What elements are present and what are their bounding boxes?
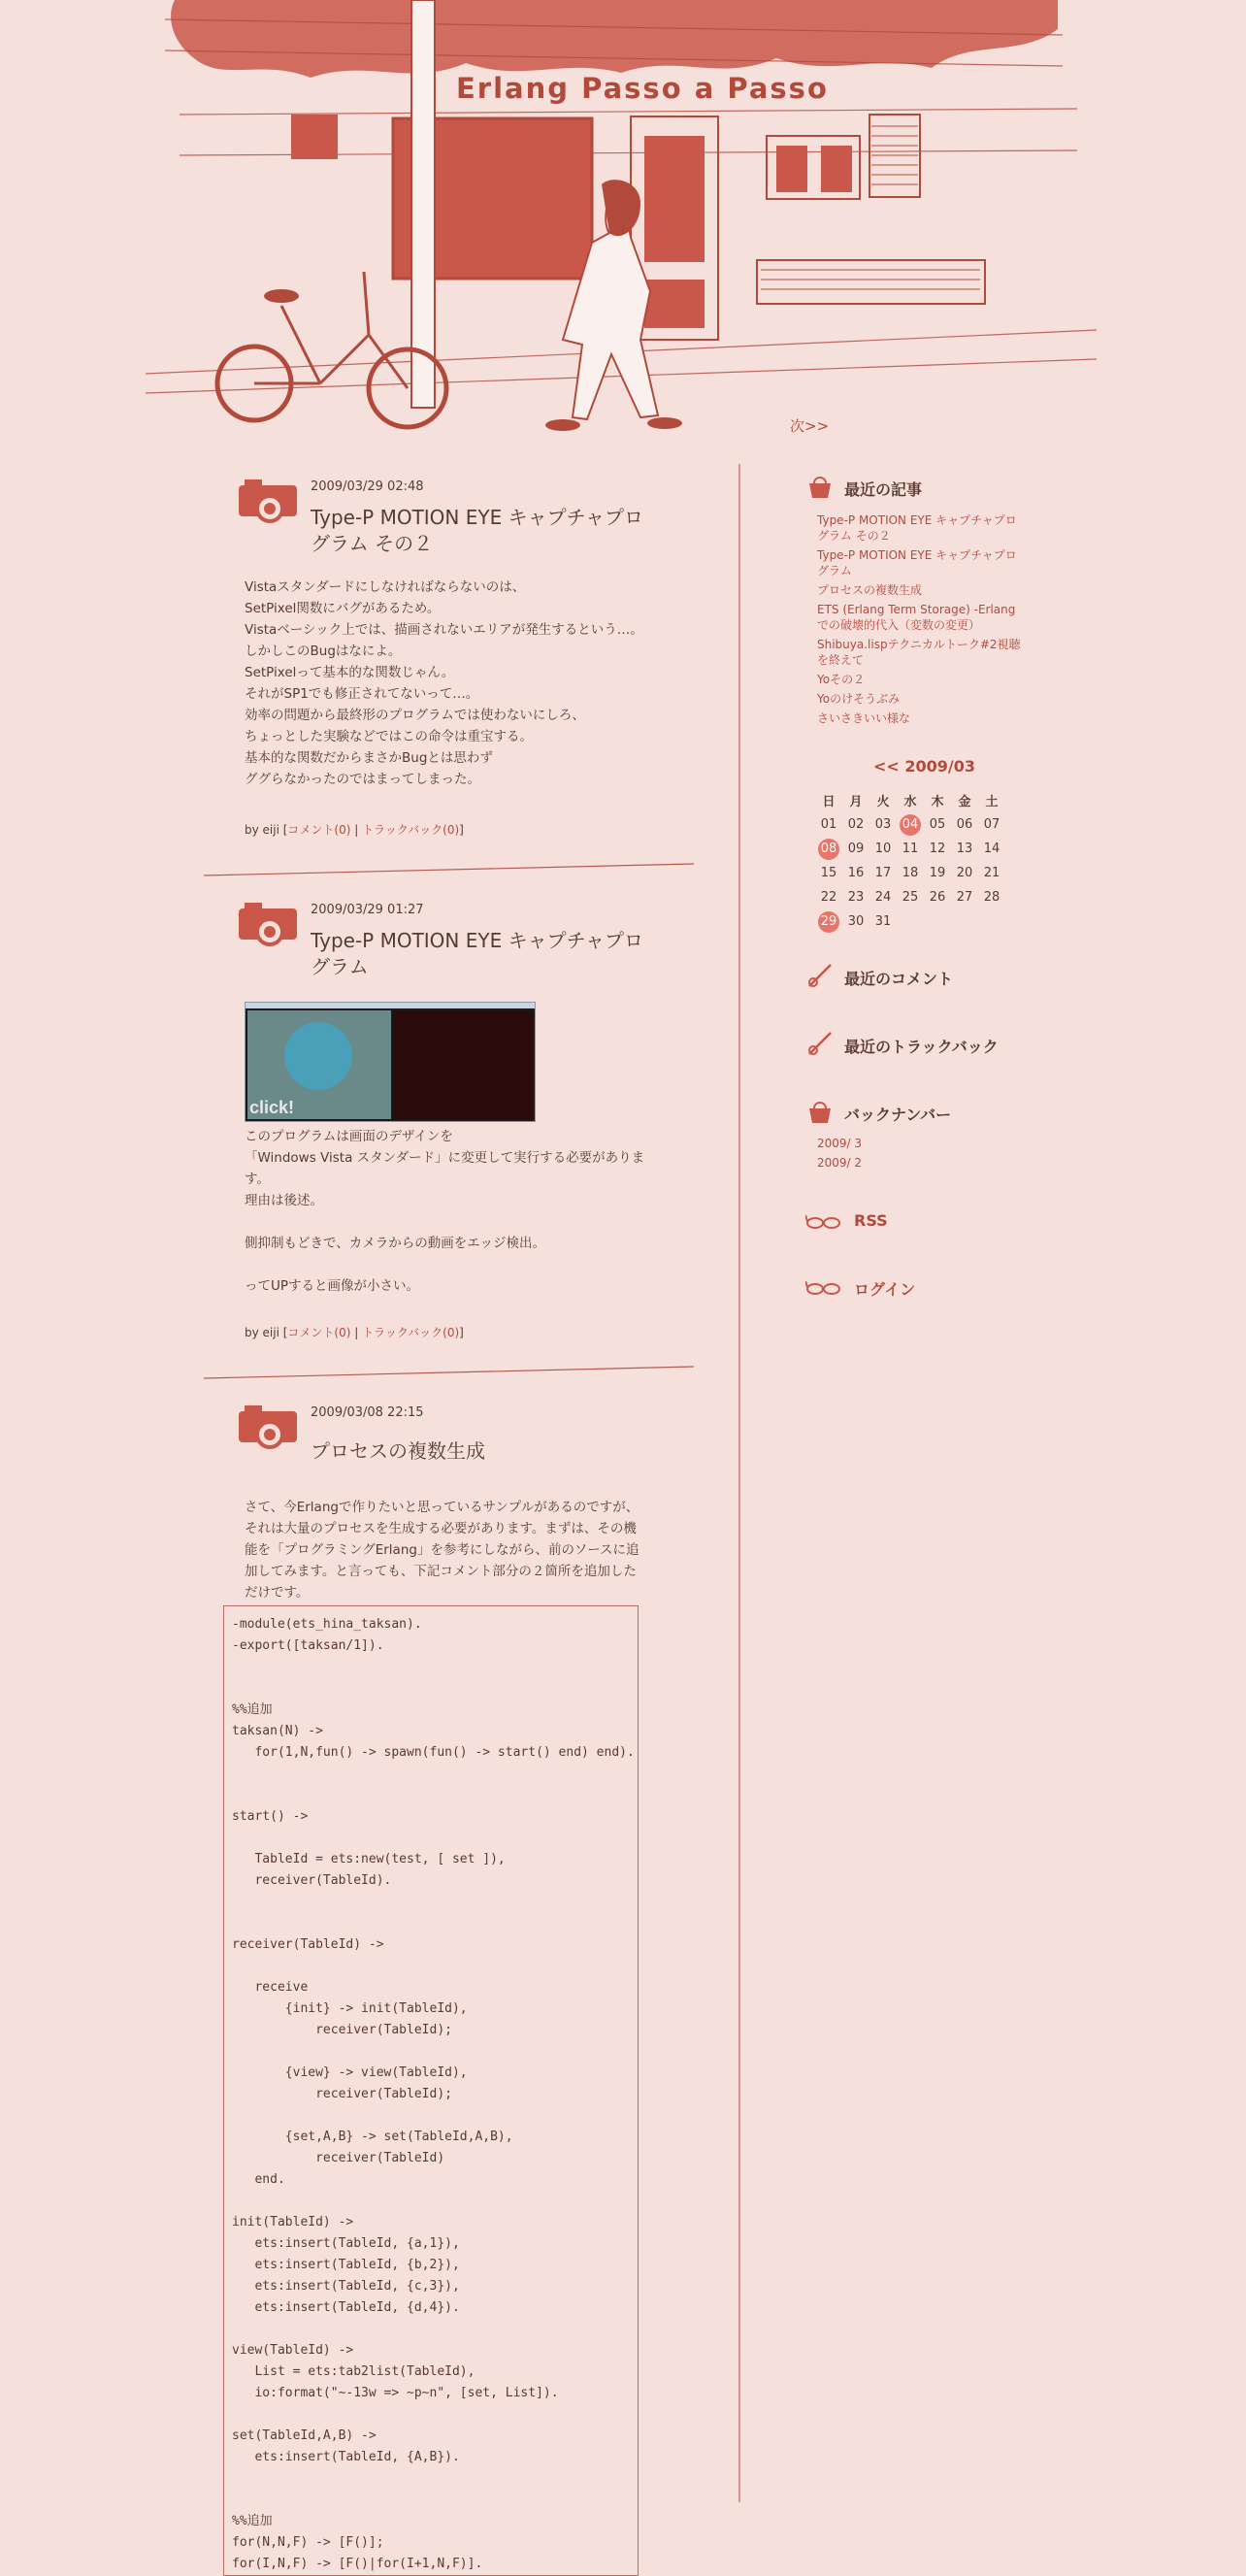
recent-comments-heading	[805, 961, 1029, 992]
calendar-day: 27	[956, 890, 973, 905]
calendar-weekday: 月	[849, 795, 863, 809]
calendar-day-link[interactable]: 08	[818, 839, 839, 860]
calendar-weekday: 火	[876, 795, 890, 809]
calendar-day[interactable]	[815, 837, 842, 861]
comment-link[interactable]: コメント(0)	[287, 823, 351, 837]
post-title[interactable]: Type-P MOTION EYE キャプチャプログラム	[311, 929, 643, 978]
calendar-weekday: 日	[822, 795, 836, 809]
post-line: 能を「プログラミングErlang」を参考にしながら、前のソースに追	[245, 1542, 639, 1558]
post-line: しかしこのBugはなによ。	[245, 644, 402, 659]
recent-post-link[interactable]: Type-P MOTION EYE キャプチャプログラム	[817, 548, 1017, 578]
calendar-weekdays	[815, 788, 1005, 812]
basket-icon	[805, 1097, 835, 1126]
backnumber-heading	[805, 1097, 1029, 1128]
recent-trackbacks-title: 最近のトラックバック	[844, 1038, 999, 1056]
calendar-day: 24	[874, 890, 892, 905]
calendar-weekday: 金	[958, 795, 971, 809]
calendar-day: 26	[929, 890, 946, 905]
recent-posts-list	[805, 512, 1021, 730]
calendar-day: 16	[847, 866, 865, 880]
post-line	[245, 1211, 652, 1233]
post-line: ググらなかったのではまってしまった。	[245, 772, 480, 787]
calendar-day: 09	[847, 842, 865, 856]
recent-comments-title: 最近のコメント	[844, 970, 954, 988]
post-line: このプログラムは画面のデザインを	[245, 1129, 453, 1144]
street-scene-illustration	[0, 0, 1246, 456]
backnumber-link[interactable]: 2009/ 2	[817, 1156, 863, 1170]
calendar-day	[978, 909, 1005, 934]
calendar-day: 21	[983, 866, 1000, 880]
basket-icon	[805, 472, 835, 501]
post-line: ちょっとした実験などではこの命令は重宝する。	[245, 729, 533, 744]
post-line: Vistaベーシック上では、描画されないエリアが発生するという…。	[245, 622, 643, 638]
post-body	[245, 1126, 652, 1297]
rss-label[interactable]: RSS	[854, 1211, 888, 1230]
calendar-weekday: 水	[903, 795, 917, 809]
post-line: す。	[245, 1172, 270, 1187]
post-separator	[204, 1363, 694, 1382]
pen-icon	[805, 961, 835, 990]
post-line: 「Windows Vista スタンダード」に変更して実行する必要がありま	[245, 1150, 645, 1166]
post-body	[245, 1497, 652, 1603]
post-line	[245, 1254, 652, 1275]
comment-link[interactable]: コメント(0)	[287, 1326, 351, 1339]
post-separator	[204, 860, 694, 879]
trackback-link[interactable]: トラックバック(0)	[362, 823, 460, 837]
recent-post-link[interactable]: Yoその２	[817, 673, 866, 686]
post-line: 効率の問題から最終形のプログラムでは使わないにしろ、	[245, 708, 585, 723]
calendar-day: 22	[820, 890, 837, 905]
glasses-icon	[805, 1271, 840, 1301]
post-meta: by eiji [コメント(0) | トラックバック(0)]	[245, 1326, 464, 1339]
calendar-day: 06	[956, 817, 973, 832]
recent-trackbacks-heading	[805, 1029, 1029, 1060]
post-meta: by eiji [コメント(0) | トラックバック(0)]	[245, 823, 464, 837]
column-divider	[738, 464, 740, 2502]
calendar-week	[815, 861, 1005, 885]
calendar-day: 17	[874, 866, 892, 880]
calendar-day: 19	[929, 866, 946, 880]
calendar-day: 05	[929, 817, 946, 832]
post-line: SetPixelって基本的な関数じゃん。	[245, 665, 455, 680]
blog-post	[204, 887, 694, 1353]
code-block: -module(ets_hina_taksan). -export([taksan/1]). %%追加 taksan(N) -> for(1,N,fun() -> spawn(fun() -> start() end) end). start() -> TableId = ets:new(test, [ set ]), receiver(TableId). receiver(TableId) -> receive {init} -> init(TableId), receiver(TableId); {view} -> view(TableId), receiver(TableId); {set,A,B} -> set(TableId,A,B), receiver(TableId) end. init(TableId) -> ets:insert(TableId, {a,1}), ets:insert(TableId, {b,2}), ets:insert(TableId, {c,3}), ets:insert(TableId, {d,4}). view(TableId) -> List = ets:tab2list(TableId), io:format("~-13w => ~p~n", [set, List]). set(TableId,A,B) -> ets:insert(TableId, {A,B}). %%追加 for(N,N,F) -> [F()]; for(I,N,F) -> [F()|for(I+1,N,F)].	[223, 1605, 639, 2576]
calendar-day: 02	[847, 817, 865, 832]
calendar-day-link[interactable]: 04	[900, 814, 921, 836]
post-line: さて、今Erlangで作りたいと思っているサンプルがあるのですが、	[245, 1500, 639, 1515]
thumbnail-label: click!	[249, 1098, 295, 1117]
post-line: ってUPすると画像が小さい。	[245, 1278, 420, 1294]
post-author: by eiji	[245, 823, 279, 837]
backnumber-link[interactable]: 2009/ 3	[817, 1137, 863, 1150]
calendar-day-link[interactable]: 29	[818, 911, 839, 933]
camera-icon	[237, 901, 301, 949]
post-line: 加してみます。と言っても、下記コメント部分の２箇所を追加した	[245, 1564, 637, 1579]
calendar-day: 11	[902, 842, 919, 856]
post-line: だけです。	[245, 1585, 310, 1601]
post-title[interactable]: Type-P MOTION EYE キャプチャプログラム その２	[311, 506, 643, 555]
calendar-day: 15	[820, 866, 837, 880]
calendar-day: 07	[983, 817, 1000, 832]
calendar-week	[815, 885, 1005, 909]
recent-post-link[interactable]: Type-P MOTION EYE キャプチャプログラム その２	[817, 513, 1017, 543]
camera-icon	[237, 478, 301, 526]
glasses-icon	[805, 1205, 840, 1235]
calendar-grid	[815, 788, 1005, 934]
calendar-day: 28	[983, 890, 1000, 905]
calendar-day: 14	[983, 842, 1000, 856]
backnumber-list	[805, 1136, 1021, 1174]
recent-post-link[interactable]: ETS (Erlang Term Storage) -Erlangでの破壊的代入（変数の変更）	[817, 603, 1016, 632]
calendar-title[interactable]: << 2009/03	[873, 757, 976, 776]
recent-post-link[interactable]: Shibuya.lispテクニカルトーク#2視聴を終えて	[817, 638, 1021, 667]
post-thumbnail[interactable]	[245, 1002, 536, 1122]
calendar-day[interactable]	[815, 909, 842, 934]
blog-post	[204, 464, 694, 872]
calendar	[805, 757, 1029, 941]
header-illustration	[0, 0, 1246, 456]
post-body	[245, 577, 652, 790]
next-link[interactable]: 次>>	[790, 417, 830, 435]
post-line: Vistaスタンダードにしなければならないのは、	[245, 579, 526, 595]
calendar-week	[815, 909, 1005, 934]
post-author: by eiji	[245, 1326, 279, 1339]
calendar-day: 01	[820, 817, 837, 832]
calendar-week	[815, 812, 1005, 837]
calendar-day: 12	[929, 842, 946, 856]
blog-post	[204, 1390, 694, 2571]
site-title[interactable]: Erlang Passo a Passo	[456, 72, 829, 105]
post-date: 2009/03/08 22:15	[311, 1405, 424, 1420]
calendar-day	[924, 909, 951, 934]
calendar-day: 23	[847, 890, 865, 905]
post-date: 2009/03/29 02:48	[311, 479, 424, 494]
calendar-day: 18	[902, 866, 919, 880]
recent-post-link[interactable]: さいさきいい様な	[817, 711, 911, 725]
calendar-day: 31	[874, 914, 892, 929]
pen-icon	[805, 1029, 835, 1058]
post-line: SetPixel関数にバグがあるため。	[245, 601, 441, 616]
login-label[interactable]: ログイン	[854, 1280, 916, 1299]
calendar-day: 20	[956, 866, 973, 880]
recent-posts-title: 最近の記事	[844, 480, 923, 499]
login-link[interactable]	[805, 1271, 1029, 1303]
camera-icon	[237, 1404, 301, 1452]
post-title[interactable]: プロセスの複数生成	[311, 1439, 485, 1463]
calendar-day: 10	[874, 842, 892, 856]
post-line: それは大量のプロセスを生成する必要があります。まずは、その機	[245, 1521, 637, 1536]
calendar-week	[815, 837, 1005, 861]
post-line: 基本的な関数だからまさかBugとは思わず	[245, 750, 493, 766]
calendar-day: 30	[847, 914, 865, 929]
recent-post-link[interactable]: Yoのけそうぶみ	[817, 692, 901, 706]
calendar-day: 25	[902, 890, 919, 905]
recent-posts-heading	[805, 472, 1029, 503]
backnumber-title: バックナンバー	[844, 1106, 952, 1124]
calendar-weekday: 木	[931, 795, 944, 809]
post-line: 理由は後述。	[245, 1193, 323, 1208]
post-line: 側抑制もどきで、カメラからの動画をエッジ検出。	[245, 1236, 545, 1251]
calendar-weekday: 土	[985, 795, 999, 809]
rss-link[interactable]	[805, 1205, 1029, 1237]
calendar-day[interactable]	[897, 812, 924, 837]
recent-post-link[interactable]: プロセスの複数生成	[817, 583, 923, 597]
calendar-day: 13	[956, 842, 973, 856]
calendar-day: 03	[874, 817, 892, 832]
trackback-link[interactable]: トラックバック(0)	[362, 1326, 460, 1339]
calendar-day	[897, 909, 924, 934]
calendar-day	[951, 909, 978, 934]
post-date: 2009/03/29 01:27	[311, 903, 424, 917]
post-line: それがSP1でも修正されてないって…。	[245, 686, 479, 702]
